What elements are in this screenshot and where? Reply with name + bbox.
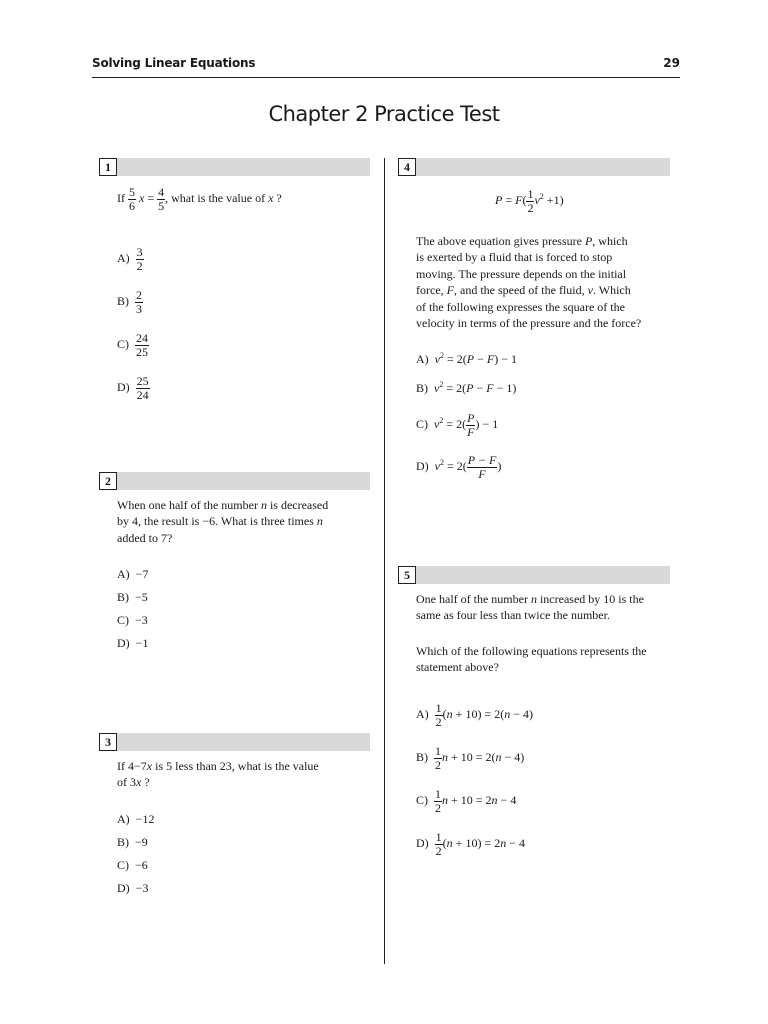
question-2-stem: When one half of the number n is decreased by 4, the result is −6. What is three times n added to 7? (117, 498, 329, 545)
page-number: 29 (663, 56, 680, 70)
choice-c[interactable]: C) $\frac{1}{2}$ n + 10 = 2n − 4 (416, 786, 517, 815)
column-divider (384, 158, 385, 964)
chapter-title: Chapter 2 Practice Test (268, 102, 500, 126)
question-number: 1 (99, 158, 117, 176)
choice-d[interactable]: D) $\frac{1}{2}$ (n + 10) = 2n − 4 (416, 829, 525, 858)
question-2-header (99, 472, 370, 490)
running-header-title: Solving Linear Equations (92, 56, 256, 70)
choice-a[interactable]: A) $\frac{1}{2}$ (n + 10) = 2(n − 4) (416, 700, 533, 729)
fraction: $\frac{5}{6}$ (129, 184, 135, 213)
choice-c[interactable]: C) $\frac{24}{25}$ (117, 330, 148, 359)
question-3-header (99, 733, 370, 751)
pressure-equation: P = F( $\frac{1}{2}$ $v^2 +1$) (495, 186, 564, 215)
choice-a[interactable]: A) −12 (117, 812, 155, 826)
question-1-header (99, 158, 370, 176)
choice-d[interactable]: D) $\frac{25}{24}$ (117, 373, 149, 402)
choice-c[interactable]: C) −6 (117, 858, 148, 872)
choice-b[interactable]: B) $\frac{2}{3}$ (117, 287, 142, 316)
choice-c[interactable]: C) $v^2 = 2$( $\frac{P}{F}$ ) − 1 (416, 410, 499, 439)
question-3-stem: If 4−7x is 5 less than 23, what is the value of 3x ? (117, 759, 319, 790)
choice-b[interactable]: B) $\frac{1}{2}$ n + 10 = 2(n − 4) (416, 743, 525, 772)
question-number: 4 (398, 158, 416, 176)
choice-a[interactable]: A) −7 (117, 567, 149, 581)
choice-d[interactable]: D) $v^2 = 2$( $\frac{P - F}{F}$ ) (416, 452, 502, 481)
choice-b[interactable]: B) −9 (117, 835, 148, 849)
question-4-header (398, 158, 670, 176)
choice-a[interactable]: A) $\frac{3}{2}$ (117, 244, 143, 273)
choice-d[interactable]: D) −1 (117, 636, 149, 650)
choice-b[interactable]: B) $v^2 = 2(P - F - 1)$ (416, 380, 517, 395)
choice-a[interactable]: A) $v^2 = 2(P - F) - 1$ (416, 351, 517, 366)
page-header (92, 56, 680, 78)
question-5-header (398, 566, 670, 584)
choice-b[interactable]: B) −5 (117, 590, 148, 604)
question-1-stem: If $\frac{5}{6}$ x = $\frac{4}{5}$ , what is the value of x ? (117, 184, 282, 213)
question-4-stem: The above equation gives pressure P, which is exerted by a fluid that is forced to stop moving. The pressure depends on the initial force, F, and the speed of the fluid, v. Which of the following expresses the square of the velocity in terms of the pressure and the force? (416, 234, 642, 331)
question-5-stem: One half of the number n increased by 10 is the same as four less than twice the number. (416, 592, 644, 623)
fraction: $\frac{4}{5}$ (158, 184, 165, 213)
choice-d[interactable]: D) −3 (117, 881, 149, 895)
question-number: 2 (99, 472, 117, 490)
question-number: 3 (99, 733, 117, 751)
question-5-prompt: Which of the following equations represents the statement above? (416, 644, 647, 675)
question-number: 5 (398, 566, 416, 584)
choice-c[interactable]: C) −3 (117, 613, 148, 627)
